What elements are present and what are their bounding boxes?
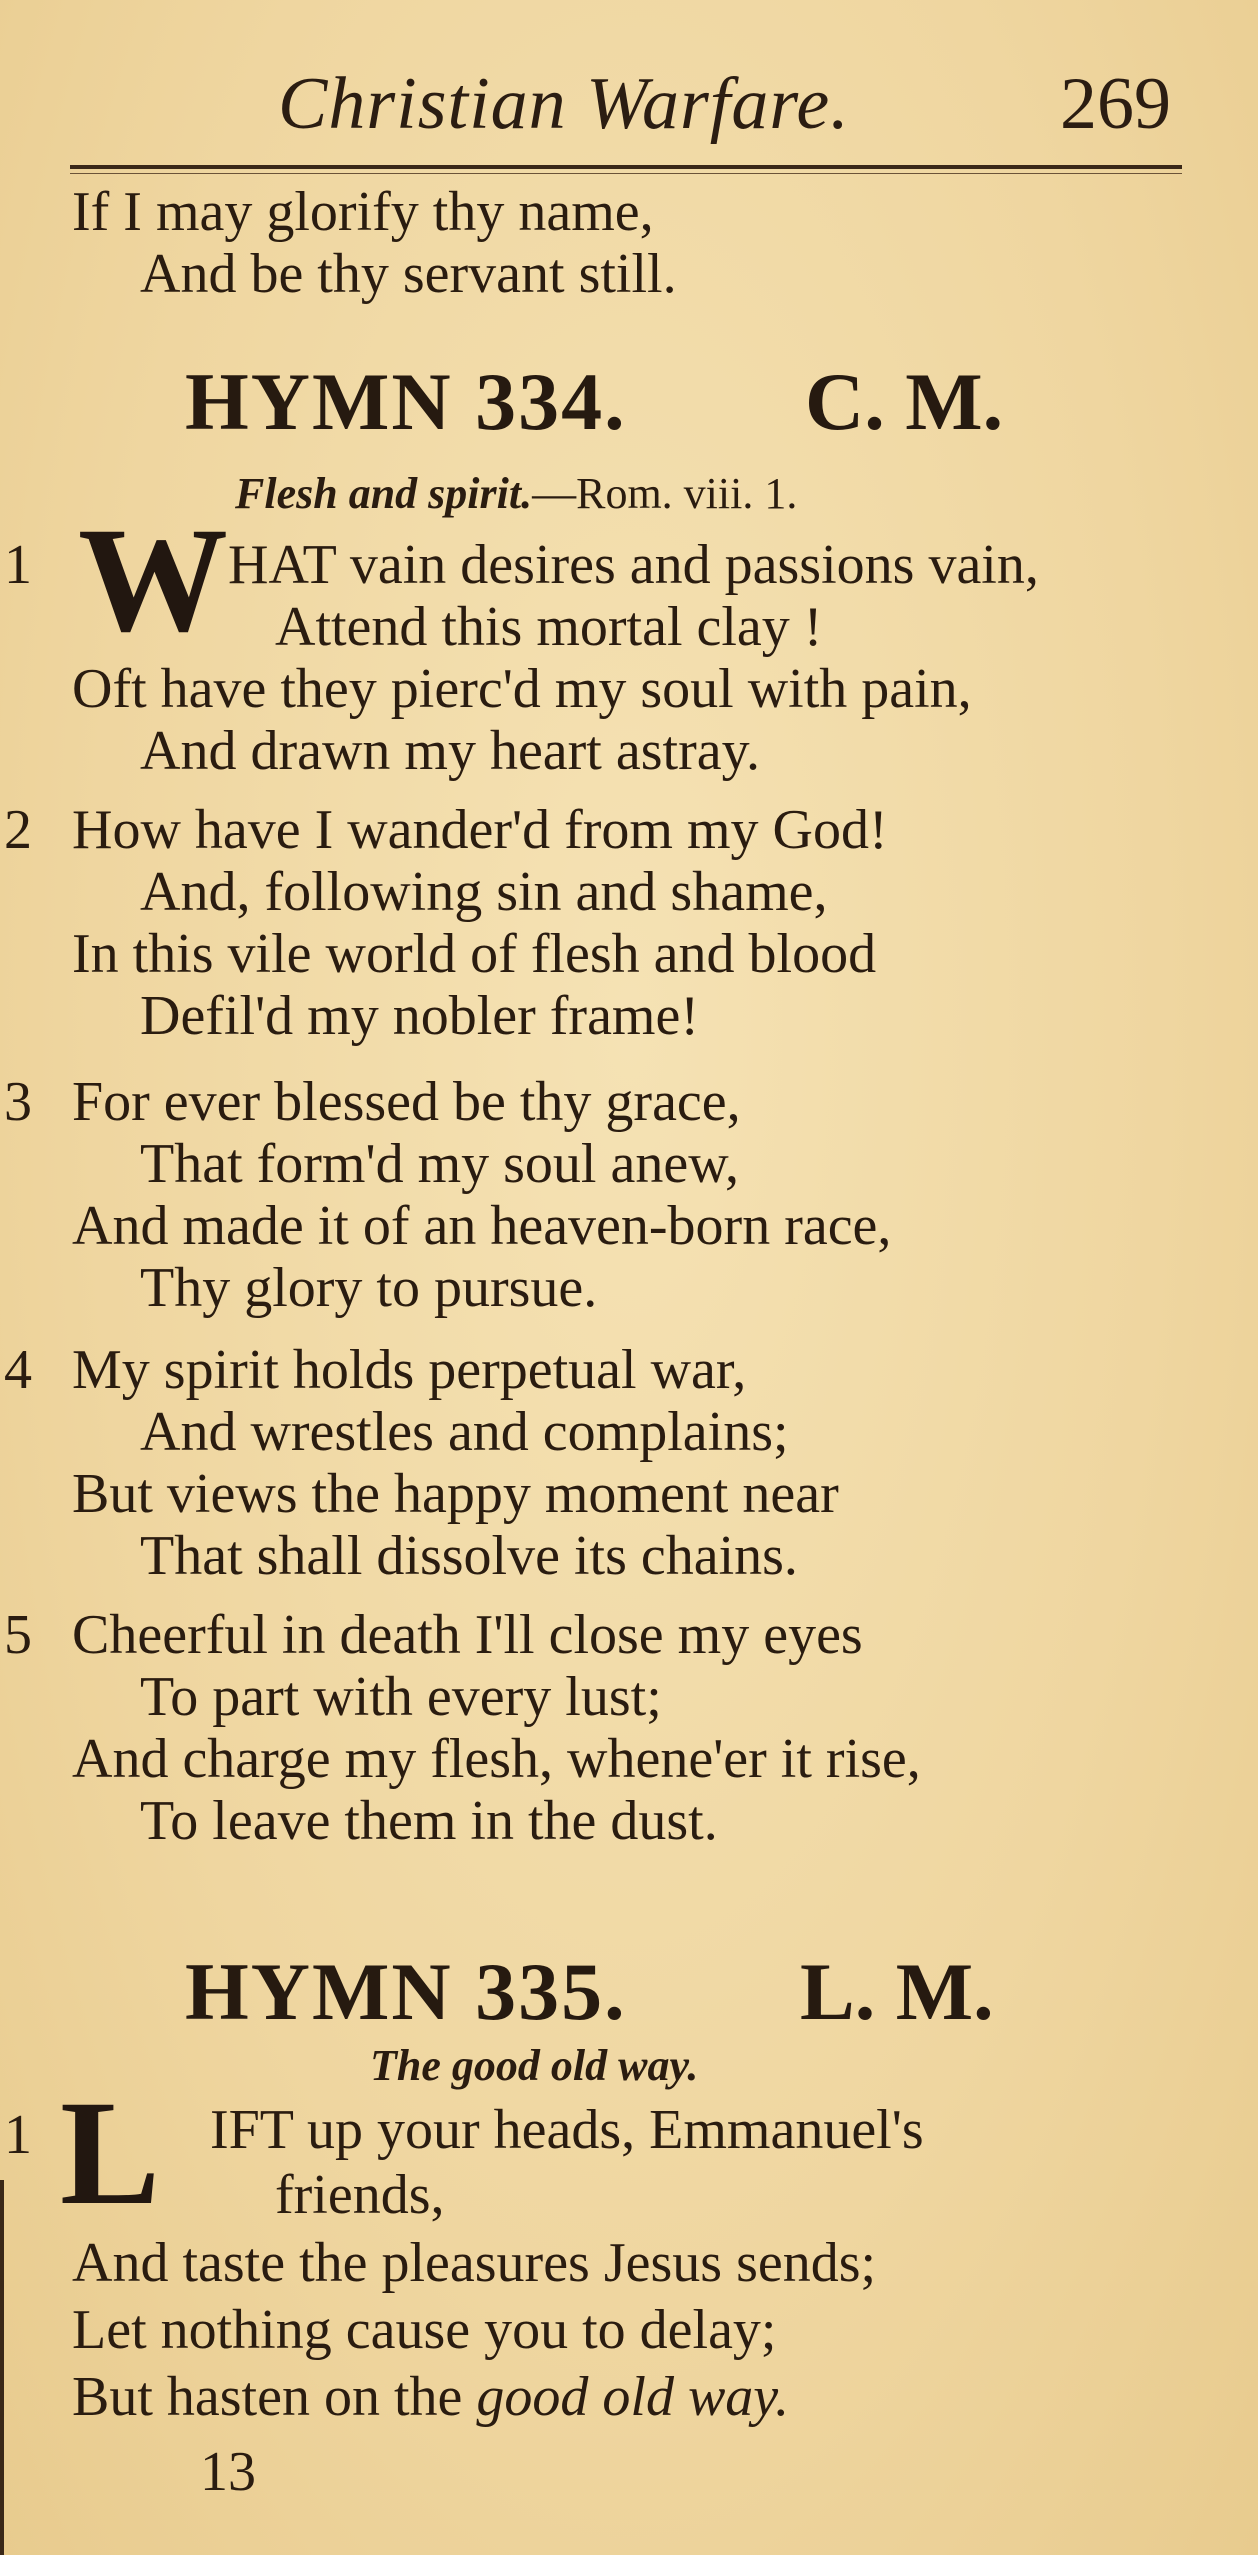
verse-line: And taste the pleasures Jesus sends;: [72, 2232, 877, 2294]
verse-line: To part with every lust;: [140, 1666, 662, 1728]
verse-line: And wrestles and complains;: [140, 1401, 789, 1463]
verse-text-italic: good old way.: [476, 2366, 790, 2428]
verse-line: In this vile world of flesh and blood: [72, 923, 877, 985]
verse-line: And, following sin and shame,: [140, 861, 828, 923]
hymn-subject: Flesh and spirit.: [235, 469, 533, 518]
header-rule-thin: [70, 173, 1182, 174]
verse-line: But views the happy moment near: [72, 1463, 839, 1525]
signature-mark: 13: [200, 2441, 256, 2503]
verse-text: But hasten on the: [72, 2366, 477, 2428]
verse-line: Thy glory to pursue.: [140, 1257, 598, 1319]
verse-line: That shall dissolve its chains.: [140, 1525, 798, 1587]
verse-line: HAT vain desires and passions vain,: [228, 534, 1039, 596]
header-rule: [70, 165, 1182, 169]
stanza-number: 1: [4, 534, 32, 596]
page-header: [0, 62, 1258, 152]
stanza-number: 1: [4, 2104, 32, 2166]
hymn-meter: C. M.: [805, 356, 1004, 447]
verse-line: And made it of an heaven-born race,: [72, 1195, 892, 1257]
hymn-subtitle: [370, 2040, 698, 2091]
hymn-meter: L. M.: [800, 1946, 994, 2037]
verse-line: To leave them in the dust.: [140, 1790, 718, 1852]
verse-line: [72, 2367, 789, 2427]
running-title: Christian Warfare.: [278, 63, 850, 145]
verse-line: Defil'd my nobler frame!: [140, 985, 699, 1047]
hymn-subtitle: [235, 468, 797, 519]
scripture-reference: —Rom. viii. 1.: [532, 469, 798, 518]
verse-line: And charge my flesh, whene'er it rise,: [72, 1728, 921, 1790]
verse-line: IFT up your heads, Emmanuel's: [210, 2099, 924, 2161]
continuation-line: And be thy servant still.: [140, 243, 677, 305]
drop-capital: W: [78, 497, 228, 663]
verse-line: Oft have they pierc'd my soul with pain,: [72, 658, 972, 720]
verse-line: Let nothing cause you to delay;: [72, 2299, 777, 2361]
continuation-line: If I may glorify thy name,: [72, 181, 654, 243]
verse-line: And drawn my heart astray.: [140, 720, 760, 782]
stanza-number: 3: [4, 1071, 32, 1133]
verse-line: That form'd my soul anew,: [140, 1133, 739, 1195]
hymn-title: HYMN 334.: [185, 356, 627, 447]
stanza-number: 2: [4, 799, 32, 861]
hymn-title: HYMN 335.: [185, 1946, 627, 2037]
verse-line: friends,: [275, 2164, 445, 2226]
verse-line: My spirit holds perpetual war,: [72, 1339, 747, 1401]
stanza-number: 4: [4, 1339, 32, 1401]
binding-edge: [0, 2180, 4, 2555]
stanza-number: 5: [4, 1604, 32, 1666]
verse-line: Cheerful in death I'll close my eyes: [72, 1604, 863, 1666]
drop-capital: L: [60, 2070, 161, 2236]
verse-line: How have I wander'd from my God!: [72, 799, 888, 861]
page-number: 269: [1060, 63, 1171, 145]
verse-line: For ever blessed be thy grace,: [72, 1071, 741, 1133]
verse-line: Attend this mortal clay !: [275, 596, 823, 658]
hymn-subject: The good old way.: [370, 2041, 699, 2090]
